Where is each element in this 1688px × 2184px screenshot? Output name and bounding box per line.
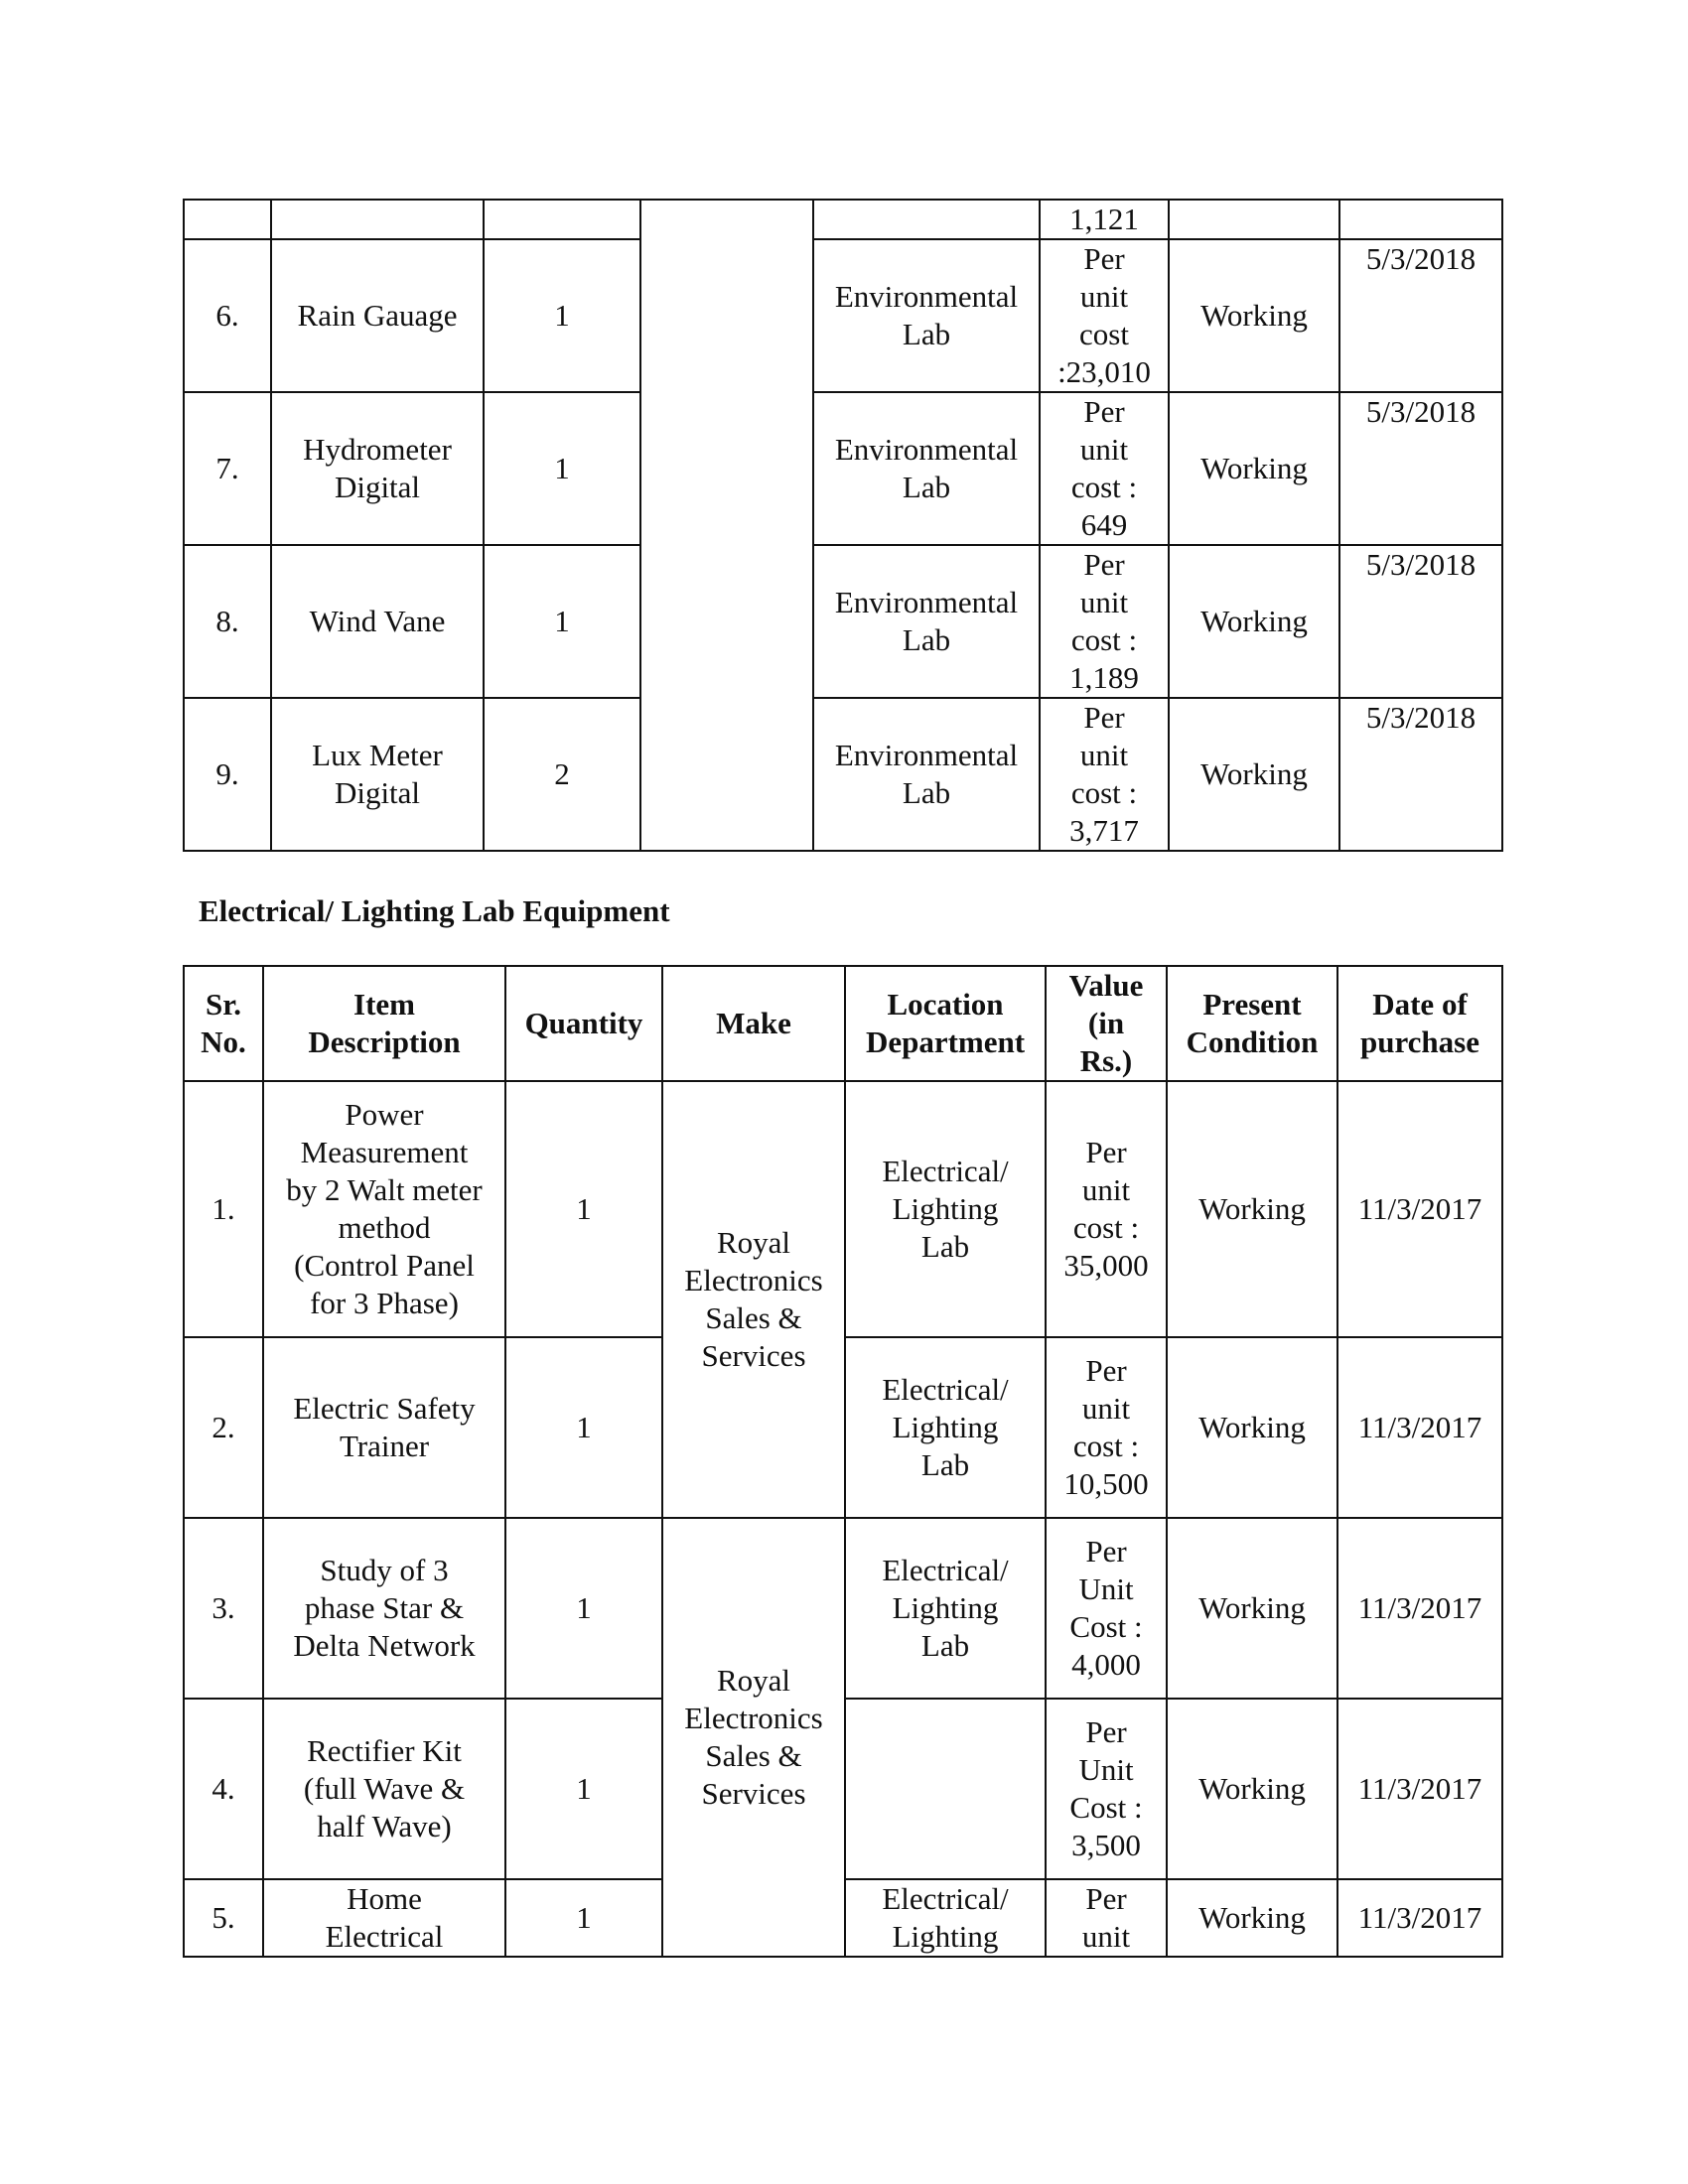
sr-cell: 1.: [184, 1081, 263, 1337]
qty-cell: 1: [484, 392, 640, 545]
qty-cell: 1: [505, 1337, 662, 1518]
environmental-lab-table: [183, 199, 1503, 852]
date-cell: 11/3/2017: [1337, 1081, 1502, 1337]
item-cell: Rectifier Kit (full Wave & half Wave): [263, 1699, 505, 1879]
header-location: Location Department: [845, 966, 1046, 1081]
sr-cell: [184, 200, 271, 239]
header-item-description: Item Description: [263, 966, 505, 1081]
table-row: [184, 239, 1502, 392]
header-sr-no: Sr. No.: [184, 966, 263, 1081]
table-row: [184, 200, 1502, 239]
table-row: [184, 1518, 1502, 1699]
item-cell: Electric Safety Trainer: [263, 1337, 505, 1518]
date-cell: 5/3/2018: [1339, 698, 1502, 851]
condition-cell: Working: [1167, 1081, 1337, 1337]
date-cell: 5/3/2018: [1339, 392, 1502, 545]
qty-cell: 1: [505, 1518, 662, 1699]
header-make: Make: [662, 966, 845, 1081]
location-cell: Electrical/ Lighting Lab: [845, 1081, 1046, 1337]
value-cell: Per unit cost : 3,717: [1040, 698, 1169, 851]
header-quantity: Quantity: [505, 966, 662, 1081]
condition-cell: Working: [1167, 1518, 1337, 1699]
qty-cell: 1: [505, 1879, 662, 1957]
condition-cell: [1169, 200, 1339, 239]
condition-cell: Working: [1169, 392, 1339, 545]
qty-cell: 1: [505, 1699, 662, 1879]
value-cell: Per unit cost : 35,000: [1046, 1081, 1167, 1337]
value-cell: Per unit: [1046, 1879, 1167, 1957]
item-cell: Lux Meter Digital: [271, 698, 484, 851]
header-row: [184, 966, 1502, 1081]
date-cell: 5/3/2018: [1339, 545, 1502, 698]
table-row: [184, 392, 1502, 545]
sr-cell: 6.: [184, 239, 271, 392]
value-cell: Per Unit Cost : 4,000: [1046, 1518, 1167, 1699]
condition-cell: Working: [1167, 1699, 1337, 1879]
sr-cell: 5.: [184, 1879, 263, 1957]
value-cell: Per unit cost : 10,500: [1046, 1337, 1167, 1518]
item-cell: Wind Vane: [271, 545, 484, 698]
sr-cell: 9.: [184, 698, 271, 851]
table-row: [184, 1081, 1502, 1337]
condition-cell: Working: [1167, 1879, 1337, 1957]
make-cell: Royal Electronics Sales & Services: [662, 1081, 845, 1518]
header-value: Value (in Rs.): [1046, 966, 1167, 1081]
table-row: [184, 698, 1502, 851]
electrical-lab-table: [183, 965, 1503, 1958]
make-cell: Royal Electronics Sales & Services: [662, 1518, 845, 1957]
condition-cell: Working: [1169, 545, 1339, 698]
date-cell: 11/3/2017: [1337, 1699, 1502, 1879]
location-cell: Electrical/ Lighting Lab: [845, 1518, 1046, 1699]
condition-cell: Working: [1169, 239, 1339, 392]
condition-cell: Working: [1167, 1337, 1337, 1518]
header-condition: Present Condition: [1167, 966, 1337, 1081]
date-cell: 11/3/2017: [1337, 1518, 1502, 1699]
location-cell: [813, 200, 1040, 239]
location-cell: Environmental Lab: [813, 392, 1040, 545]
condition-cell: Working: [1169, 698, 1339, 851]
sr-cell: 7.: [184, 392, 271, 545]
item-cell: Power Measurement by 2 Walt meter method (Control Panel for 3 Phase): [263, 1081, 505, 1337]
qty-cell: [484, 200, 640, 239]
item-cell: Study of 3 phase Star & Delta Network: [263, 1518, 505, 1699]
location-cell: Environmental Lab: [813, 239, 1040, 392]
sr-cell: 4.: [184, 1699, 263, 1879]
location-cell: Electrical/ Lighting Lab: [845, 1337, 1046, 1518]
sr-cell: 2.: [184, 1337, 263, 1518]
item-cell: Hydrometer Digital: [271, 392, 484, 545]
value-cell: Per unit cost : 1,189: [1040, 545, 1169, 698]
header-date: Date of purchase: [1337, 966, 1502, 1081]
qty-cell: 1: [505, 1081, 662, 1337]
location-cell: Electrical/ Lighting: [845, 1879, 1046, 1957]
item-cell: [271, 200, 484, 239]
table-row: [184, 545, 1502, 698]
date-cell: 11/3/2017: [1337, 1879, 1502, 1957]
value-cell: Per Unit Cost : 3,500: [1046, 1699, 1167, 1879]
make-cell: [640, 200, 813, 851]
value-cell: 1,121: [1040, 200, 1169, 239]
location-cell: Environmental Lab: [813, 698, 1040, 851]
item-cell: Home Electrical: [263, 1879, 505, 1957]
location-cell: [845, 1699, 1046, 1879]
sr-cell: 3.: [184, 1518, 263, 1699]
item-cell: Rain Gauage: [271, 239, 484, 392]
value-cell: Per unit cost : 649: [1040, 392, 1169, 545]
value-cell: Per unit cost :23,010: [1040, 239, 1169, 392]
date-cell: 11/3/2017: [1337, 1337, 1502, 1518]
location-cell: Environmental Lab: [813, 545, 1040, 698]
qty-cell: 1: [484, 239, 640, 392]
date-cell: 5/3/2018: [1339, 239, 1502, 392]
sr-cell: 8.: [184, 545, 271, 698]
qty-cell: 2: [484, 698, 640, 851]
qty-cell: 1: [484, 545, 640, 698]
section-title: Electrical/ Lighting Lab Equipment: [199, 893, 670, 928]
date-cell: [1339, 200, 1502, 239]
